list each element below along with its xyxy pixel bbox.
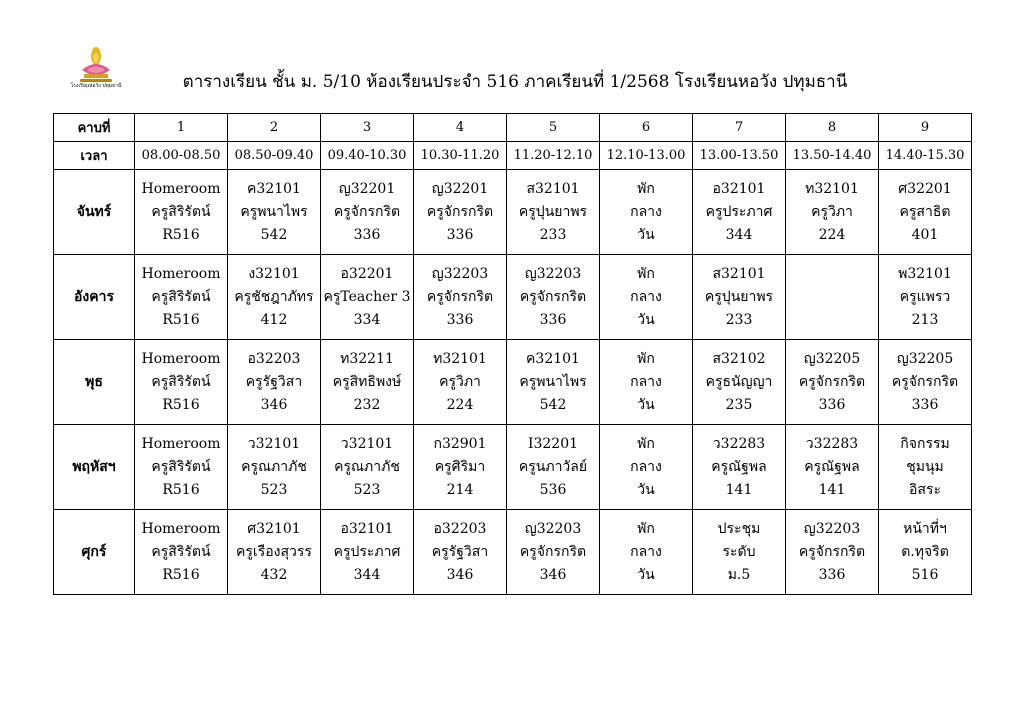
class-cell <box>786 170 879 255</box>
cell-room: 346 <box>446 566 474 583</box>
period-number: 6 <box>600 114 693 142</box>
day-row <box>54 510 972 595</box>
cell-room: 233 <box>539 226 567 243</box>
cell-teacher: ครูประภาศ <box>705 203 773 220</box>
class-cell <box>879 170 972 255</box>
cell-room: 542 <box>539 396 567 413</box>
class-cell <box>321 255 414 340</box>
cell-room: 224 <box>818 226 846 243</box>
cell-room: วัน <box>637 566 655 583</box>
cell-teacher: ครูณภาภัช <box>334 458 400 475</box>
class-cell <box>135 510 228 595</box>
day-name: พฤหัสฯ <box>54 425 135 510</box>
cell-teacher: กลาง <box>630 203 662 220</box>
cell-subject: I32201 <box>527 435 579 452</box>
cell-teacher: ครูเรืองสุวรร <box>236 543 312 560</box>
cell-subject: ญ32201 <box>431 180 489 197</box>
cell-room: 336 <box>353 226 381 243</box>
day-row <box>54 425 972 510</box>
cell-room: 336 <box>539 311 567 328</box>
class-cell <box>321 510 414 595</box>
time-slot: 11.20-12.10 <box>507 142 600 170</box>
cell-room: อิสระ <box>909 481 941 498</box>
cell-teacher: ครูนภาวัลย์ <box>518 458 588 475</box>
period-label: คาบที่ <box>54 114 135 142</box>
cell-teacher: ครูจักรกริต <box>426 288 494 305</box>
class-cell <box>228 170 321 255</box>
cell-subject: ญ32203 <box>524 265 582 282</box>
cell-room: 213 <box>911 311 939 328</box>
cell-teacher: ครูจักรกริต <box>891 373 959 390</box>
time-slot: 12.10-13.00 <box>600 142 693 170</box>
cell-teacher: ครูณัฐพล <box>711 458 767 475</box>
cell-room: 141 <box>725 481 753 498</box>
class-cell <box>228 340 321 425</box>
class-cell <box>507 255 600 340</box>
cell-teacher: ครูสาธิต <box>899 203 951 220</box>
cell-teacher: ครูรัฐวิสา <box>431 543 489 560</box>
cell-subject: Homeroom <box>141 265 221 282</box>
period-number: 1 <box>135 114 228 142</box>
class-cell <box>414 510 507 595</box>
period-number: 4 <box>414 114 507 142</box>
class-cell <box>414 255 507 340</box>
class-cell <box>321 170 414 255</box>
class-cell <box>693 170 786 255</box>
cell-subject: ว32101 <box>247 435 301 452</box>
cell-teacher: ครูวิภา <box>811 203 853 220</box>
period-number: 2 <box>228 114 321 142</box>
period-number: 3 <box>321 114 414 142</box>
class-cell <box>414 340 507 425</box>
cell-teacher: ครูจักรกริต <box>519 543 587 560</box>
class-cell <box>693 425 786 510</box>
cell-subject: ค32101 <box>247 180 301 197</box>
class-cell <box>786 425 879 510</box>
cell-subject: ญ32205 <box>896 350 954 367</box>
cell-teacher: ครูจักรกริต <box>519 288 587 305</box>
cell-teacher: ต.ทุจริต <box>901 543 949 560</box>
cell-room: R516 <box>162 396 200 413</box>
cell-teacher: ครูสิริรัตน์ <box>151 373 211 390</box>
cell-subject: ก32901 <box>433 435 487 452</box>
period-number: 7 <box>693 114 786 142</box>
cell-room: 432 <box>260 566 288 583</box>
cell-subject: ท32101 <box>805 180 859 197</box>
cell-room: 336 <box>818 396 846 413</box>
cell-subject: ประชุม <box>717 520 761 537</box>
cell-room: 141 <box>818 481 846 498</box>
cell-teacher: ครูศิริมา <box>434 458 486 475</box>
time-slot: 13.50-14.40 <box>786 142 879 170</box>
cell-teacher: ครูพนาไพร <box>240 203 308 220</box>
time-slot: 14.40-15.30 <box>879 142 972 170</box>
cell-room: R516 <box>162 311 200 328</box>
cell-teacher: ครูTeacher 3 <box>323 288 411 305</box>
cell-room: 336 <box>911 396 939 413</box>
cell-teacher: ครูชัชฎาภัทร <box>234 288 314 305</box>
cell-teacher: ครูพนาไพร <box>519 373 587 390</box>
cell-subject <box>786 263 878 286</box>
cell-subject: อ32203 <box>247 350 301 367</box>
class-cell <box>879 425 972 510</box>
class-cell <box>693 340 786 425</box>
cell-room: 336 <box>446 226 474 243</box>
cell-subject: ส32101 <box>526 180 580 197</box>
cell-room: 523 <box>353 481 381 498</box>
cell-room: 412 <box>260 311 288 328</box>
cell-teacher: กลาง <box>630 458 662 475</box>
cell-teacher: ครูสิทธิพงษ์ <box>332 373 402 390</box>
cell-subject: อ32203 <box>433 520 487 537</box>
cell-room: R516 <box>162 481 200 498</box>
class-cell <box>135 170 228 255</box>
cell-room: 523 <box>260 481 288 498</box>
cell-subject: ญ32203 <box>803 520 861 537</box>
cell-subject: Homeroom <box>141 180 221 197</box>
cell-room: 232 <box>353 396 381 413</box>
cell-room: R516 <box>162 226 200 243</box>
class-cell <box>135 425 228 510</box>
day-row <box>54 170 972 255</box>
class-cell <box>507 170 600 255</box>
day-name: ศุกร์ <box>54 510 135 595</box>
cell-teacher: กลาง <box>630 373 662 390</box>
time-slot: 13.00-13.50 <box>693 142 786 170</box>
class-cell <box>879 255 972 340</box>
cell-room: 336 <box>818 566 846 583</box>
cell-room: 346 <box>539 566 567 583</box>
class-cell <box>786 340 879 425</box>
cell-room: 334 <box>353 311 381 328</box>
cell-teacher: กลาง <box>630 543 662 560</box>
day-row <box>54 255 972 340</box>
timetable <box>53 113 972 595</box>
cell-subject: ว32283 <box>805 435 859 452</box>
cell-subject: ว32283 <box>712 435 766 452</box>
cell-subject: ส32101 <box>712 265 766 282</box>
class-cell <box>321 340 414 425</box>
cell-teacher: ระดับ <box>722 543 756 560</box>
day-name: จันทร์ <box>54 170 135 255</box>
cell-teacher: ครูสิริรัตน์ <box>151 288 211 305</box>
period-row <box>54 114 972 142</box>
class-cell <box>600 340 693 425</box>
cell-teacher: ครูณภาภัช <box>241 458 307 475</box>
cell-teacher: ครูธนัญญา <box>705 373 773 390</box>
cell-room <box>786 309 878 332</box>
time-slot: 10.30-11.20 <box>414 142 507 170</box>
cell-subject: พ32101 <box>898 265 952 282</box>
cell-subject: ว32101 <box>340 435 394 452</box>
school-logo <box>70 40 122 92</box>
cell-subject: หน้าที่ฯ <box>903 520 947 537</box>
cell-room: 235 <box>725 396 753 413</box>
class-cell <box>600 255 693 340</box>
logo-caption: โรงเรียนหอวัง ปทุมธานี <box>70 83 122 89</box>
day-row <box>54 340 972 425</box>
class-cell <box>228 255 321 340</box>
cell-subject: ญ32205 <box>803 350 861 367</box>
cell-room: 346 <box>260 396 288 413</box>
cell-teacher: ครูปุนยาพร <box>704 288 774 305</box>
cell-teacher: กลาง <box>630 288 662 305</box>
cell-subject: พัก <box>637 180 655 197</box>
cell-subject: ง32101 <box>248 265 300 282</box>
cell-subject: Homeroom <box>141 520 221 537</box>
cell-teacher: ครูจักรกริต <box>798 373 866 390</box>
cell-room: 224 <box>446 396 474 413</box>
period-number: 9 <box>879 114 972 142</box>
cell-teacher: ครูปุนยาพร <box>518 203 588 220</box>
class-cell <box>414 425 507 510</box>
cell-subject: กิจกรรม <box>900 435 950 452</box>
cell-subject: พัก <box>637 350 655 367</box>
cell-room: 401 <box>911 226 939 243</box>
cell-teacher: ครูจักรกริต <box>798 543 866 560</box>
cell-teacher: ชุมนุม <box>906 458 944 475</box>
cell-room: ม.5 <box>727 566 751 583</box>
cell-subject: อ32101 <box>340 520 394 537</box>
cell-subject: ค32101 <box>526 350 580 367</box>
cell-teacher: ครูแพรว <box>899 288 951 305</box>
cell-subject: Homeroom <box>141 350 221 367</box>
cell-subject: ส32102 <box>712 350 766 367</box>
class-cell <box>786 510 879 595</box>
cell-room: วัน <box>637 311 655 328</box>
cell-subject: พัก <box>637 520 655 537</box>
class-cell <box>135 340 228 425</box>
cell-room: 336 <box>446 311 474 328</box>
cell-room: วัน <box>637 396 655 413</box>
cell-room: 344 <box>353 566 381 583</box>
class-cell <box>507 340 600 425</box>
time-slot: 08.00-08.50 <box>135 142 228 170</box>
time-slot: 08.50-09.40 <box>228 142 321 170</box>
cell-room: วัน <box>637 226 655 243</box>
cell-room: 536 <box>539 481 567 498</box>
class-cell <box>414 170 507 255</box>
cell-subject: อ32101 <box>712 180 766 197</box>
cell-subject: ญ32201 <box>338 180 396 197</box>
cell-teacher <box>786 286 878 309</box>
class-cell <box>600 170 693 255</box>
period-number: 5 <box>507 114 600 142</box>
class-cell <box>600 425 693 510</box>
class-cell <box>135 255 228 340</box>
page-title: ตารางเรียน ชั้น ม. 5/10 ห้องเรียนประจำ 516 ภาคเรียนที่ 1/2568 โรงเรียนหอวัง ปทุมธานี <box>182 72 848 92</box>
cell-room: 233 <box>725 311 753 328</box>
cell-room: 344 <box>725 226 753 243</box>
class-cell <box>507 425 600 510</box>
cell-room: 516 <box>911 566 939 583</box>
cell-teacher: ครูสิริรัตน์ <box>151 458 211 475</box>
class-cell <box>879 510 972 595</box>
cell-room: 542 <box>260 226 288 243</box>
cell-teacher: ครูจักรกริต <box>426 203 494 220</box>
cell-teacher: ครูประภาศ <box>333 543 401 560</box>
cell-subject: ญ32203 <box>431 265 489 282</box>
class-cell <box>507 510 600 595</box>
time-slot: 09.40-10.30 <box>321 142 414 170</box>
cell-room: R516 <box>162 566 200 583</box>
class-cell <box>693 255 786 340</box>
cell-teacher: ครูรัฐวิสา <box>245 373 303 390</box>
cell-subject: ศ32101 <box>247 520 301 537</box>
class-cell <box>321 425 414 510</box>
cell-teacher: ครูสิริรัตน์ <box>151 203 211 220</box>
cell-teacher: ครูวิภา <box>439 373 481 390</box>
time-label: เวลา <box>54 142 135 170</box>
cell-subject: ศ32201 <box>898 180 952 197</box>
cell-subject: อ32201 <box>340 265 394 282</box>
cell-subject: พัก <box>637 435 655 452</box>
cell-room: 214 <box>446 481 474 498</box>
cell-subject: ท32211 <box>340 350 394 367</box>
cell-subject: ญ32203 <box>524 520 582 537</box>
day-name: อังคาร <box>54 255 135 340</box>
cell-teacher: ครูจักรกริต <box>333 203 401 220</box>
class-cell <box>879 340 972 425</box>
cell-teacher: ครูสิริรัตน์ <box>151 543 211 560</box>
cell-subject: พัก <box>637 265 655 282</box>
class-cell <box>693 510 786 595</box>
class-cell <box>228 425 321 510</box>
class-cell <box>600 510 693 595</box>
day-name: พุธ <box>54 340 135 425</box>
class-cell <box>228 510 321 595</box>
cell-subject: ท32101 <box>433 350 487 367</box>
period-number: 8 <box>786 114 879 142</box>
cell-teacher: ครูณัฐพล <box>804 458 860 475</box>
class-cell <box>786 255 879 340</box>
time-row <box>54 142 972 170</box>
cell-room: วัน <box>637 481 655 498</box>
cell-subject: Homeroom <box>141 435 221 452</box>
